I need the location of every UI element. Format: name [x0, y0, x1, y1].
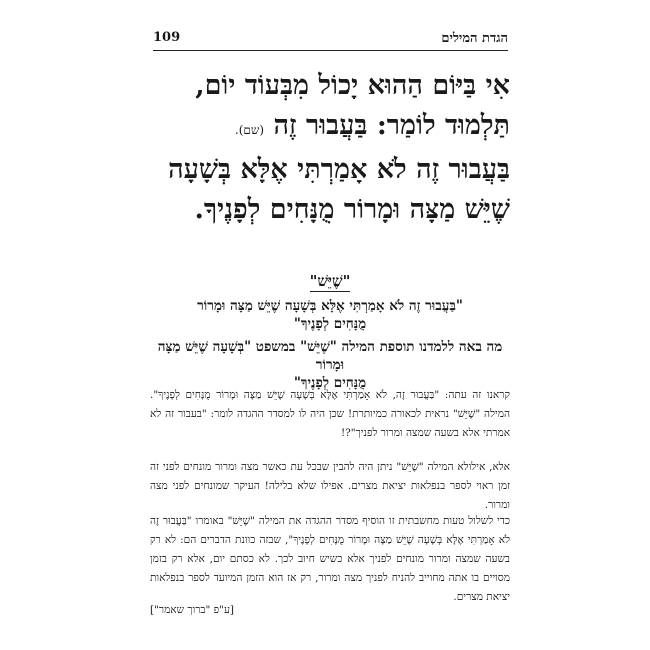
section-quote-line-2: מֻנָּחִים לְפָנֶיךָ": [293, 316, 367, 332]
paragraph-1: קראנו זה עתה: "בַּעֲבוּר זֶה, לֹא אָמַרְתִּי אֶלָּא בְּשָׁעָה שֶׁיֵּשׁ מַצָּה וּמָרוֹר מֻנָּחִים לְפָנֶיךָ". המילה "שֶׁיֵּשׁ" נראית לכאורה כמיותרת! שכן היה לו למסדר ההגדה לומר: "בעבור זה לא אמרתי אלא בשעה שמצה ומרור לפניך"?!: [150, 389, 510, 439]
quote-line-4: שֶׁיֵּשׁ מַצָּה וּמָרוֹר מֻנָּחִים לְפָנֶיךָ.: [194, 194, 510, 225]
section-question-line-2: מֻנָּחִים לְפָנֶיךָ": [293, 375, 367, 391]
page-number: 109: [153, 30, 181, 45]
section-quote-line-1: "בַּעֲבוּר זֶה לֹא אָמַרְתִּי אֶלָּא בְּשָׁעָה שֶׁיֵּשׁ מַצָּה וּמָרוֹר: [197, 298, 463, 314]
section-title: [150, 272, 510, 291]
section-title-text: "שֶׁיֵּשׁ": [309, 272, 351, 290]
section-question-line-1: מה באה ללמדנו תוספת המילה "שֶׁיֵּשׁ" במשפט "בְּשָׁעָה שֶׁיֵּשׁ מַצָּה וּמָרוֹר: [157, 339, 503, 373]
paragraph-2: אלא, אילולא המילה "שֶׁיֵּשׁ" ניתן היה להבין שבכל עת כאשר מצה ומרור מונחים לפני זה זמן ראוי לספר בנפלאות יציאת מצרים. אפילו שלא בלילה! העיקר שמונחים לפני מצה ומרור.: [150, 461, 510, 511]
quote-line-1: אִי בַּיּוֹם הַהוּא יָכוֹל מִבְּעוֹד יוֹם,: [195, 70, 510, 101]
quote-reference: (שם).: [234, 123, 265, 137]
quote-line-2-text: תַּלְמוּד לוֹמַר: בַּעֲבוּר זֶה: [273, 110, 510, 141]
section-quote: [150, 297, 510, 333]
quote-line-2: [150, 106, 510, 150]
page-header: [153, 28, 508, 51]
haggadah-quote: [150, 66, 510, 230]
running-title: הגדת המילים: [441, 31, 508, 46]
source-citation: [ע"פ "ברוך שאמר"]: [150, 604, 234, 616]
paragraph-3: כדי לשלול טעות מחשבתית זו הוסיף מסדר ההגדה את המילה "שֶׁיֵּשׁ" באומרו "בַּעֲבוּר זֶה לֹא אָמַרְתִּי אֶלָּא בְּשָׁעָה שֶׁיֵּשׁ מַצָּה וּמָרוֹר מֻנָּחִים לְפָנֶיךָ", שבזה כוונת הדברים הם: לא רק בשעה שמצה ומרור מונחים לפניך אלא כשיש חיוב לכך. לא כסתם יום, אלא רק בזמן מסויים בו אתה מחוייב להניח לפניך מצה ומרור, רק אז הוא הזמן המיועד לספר בנפלאות יציאת מצרים.: [150, 515, 510, 603]
section-question: [150, 338, 510, 392]
quote-line-3: בַּעֲבוּר זֶה לֹא אָמַרְתִּי אֶלָּא בְּשָׁעָה: [168, 154, 510, 185]
